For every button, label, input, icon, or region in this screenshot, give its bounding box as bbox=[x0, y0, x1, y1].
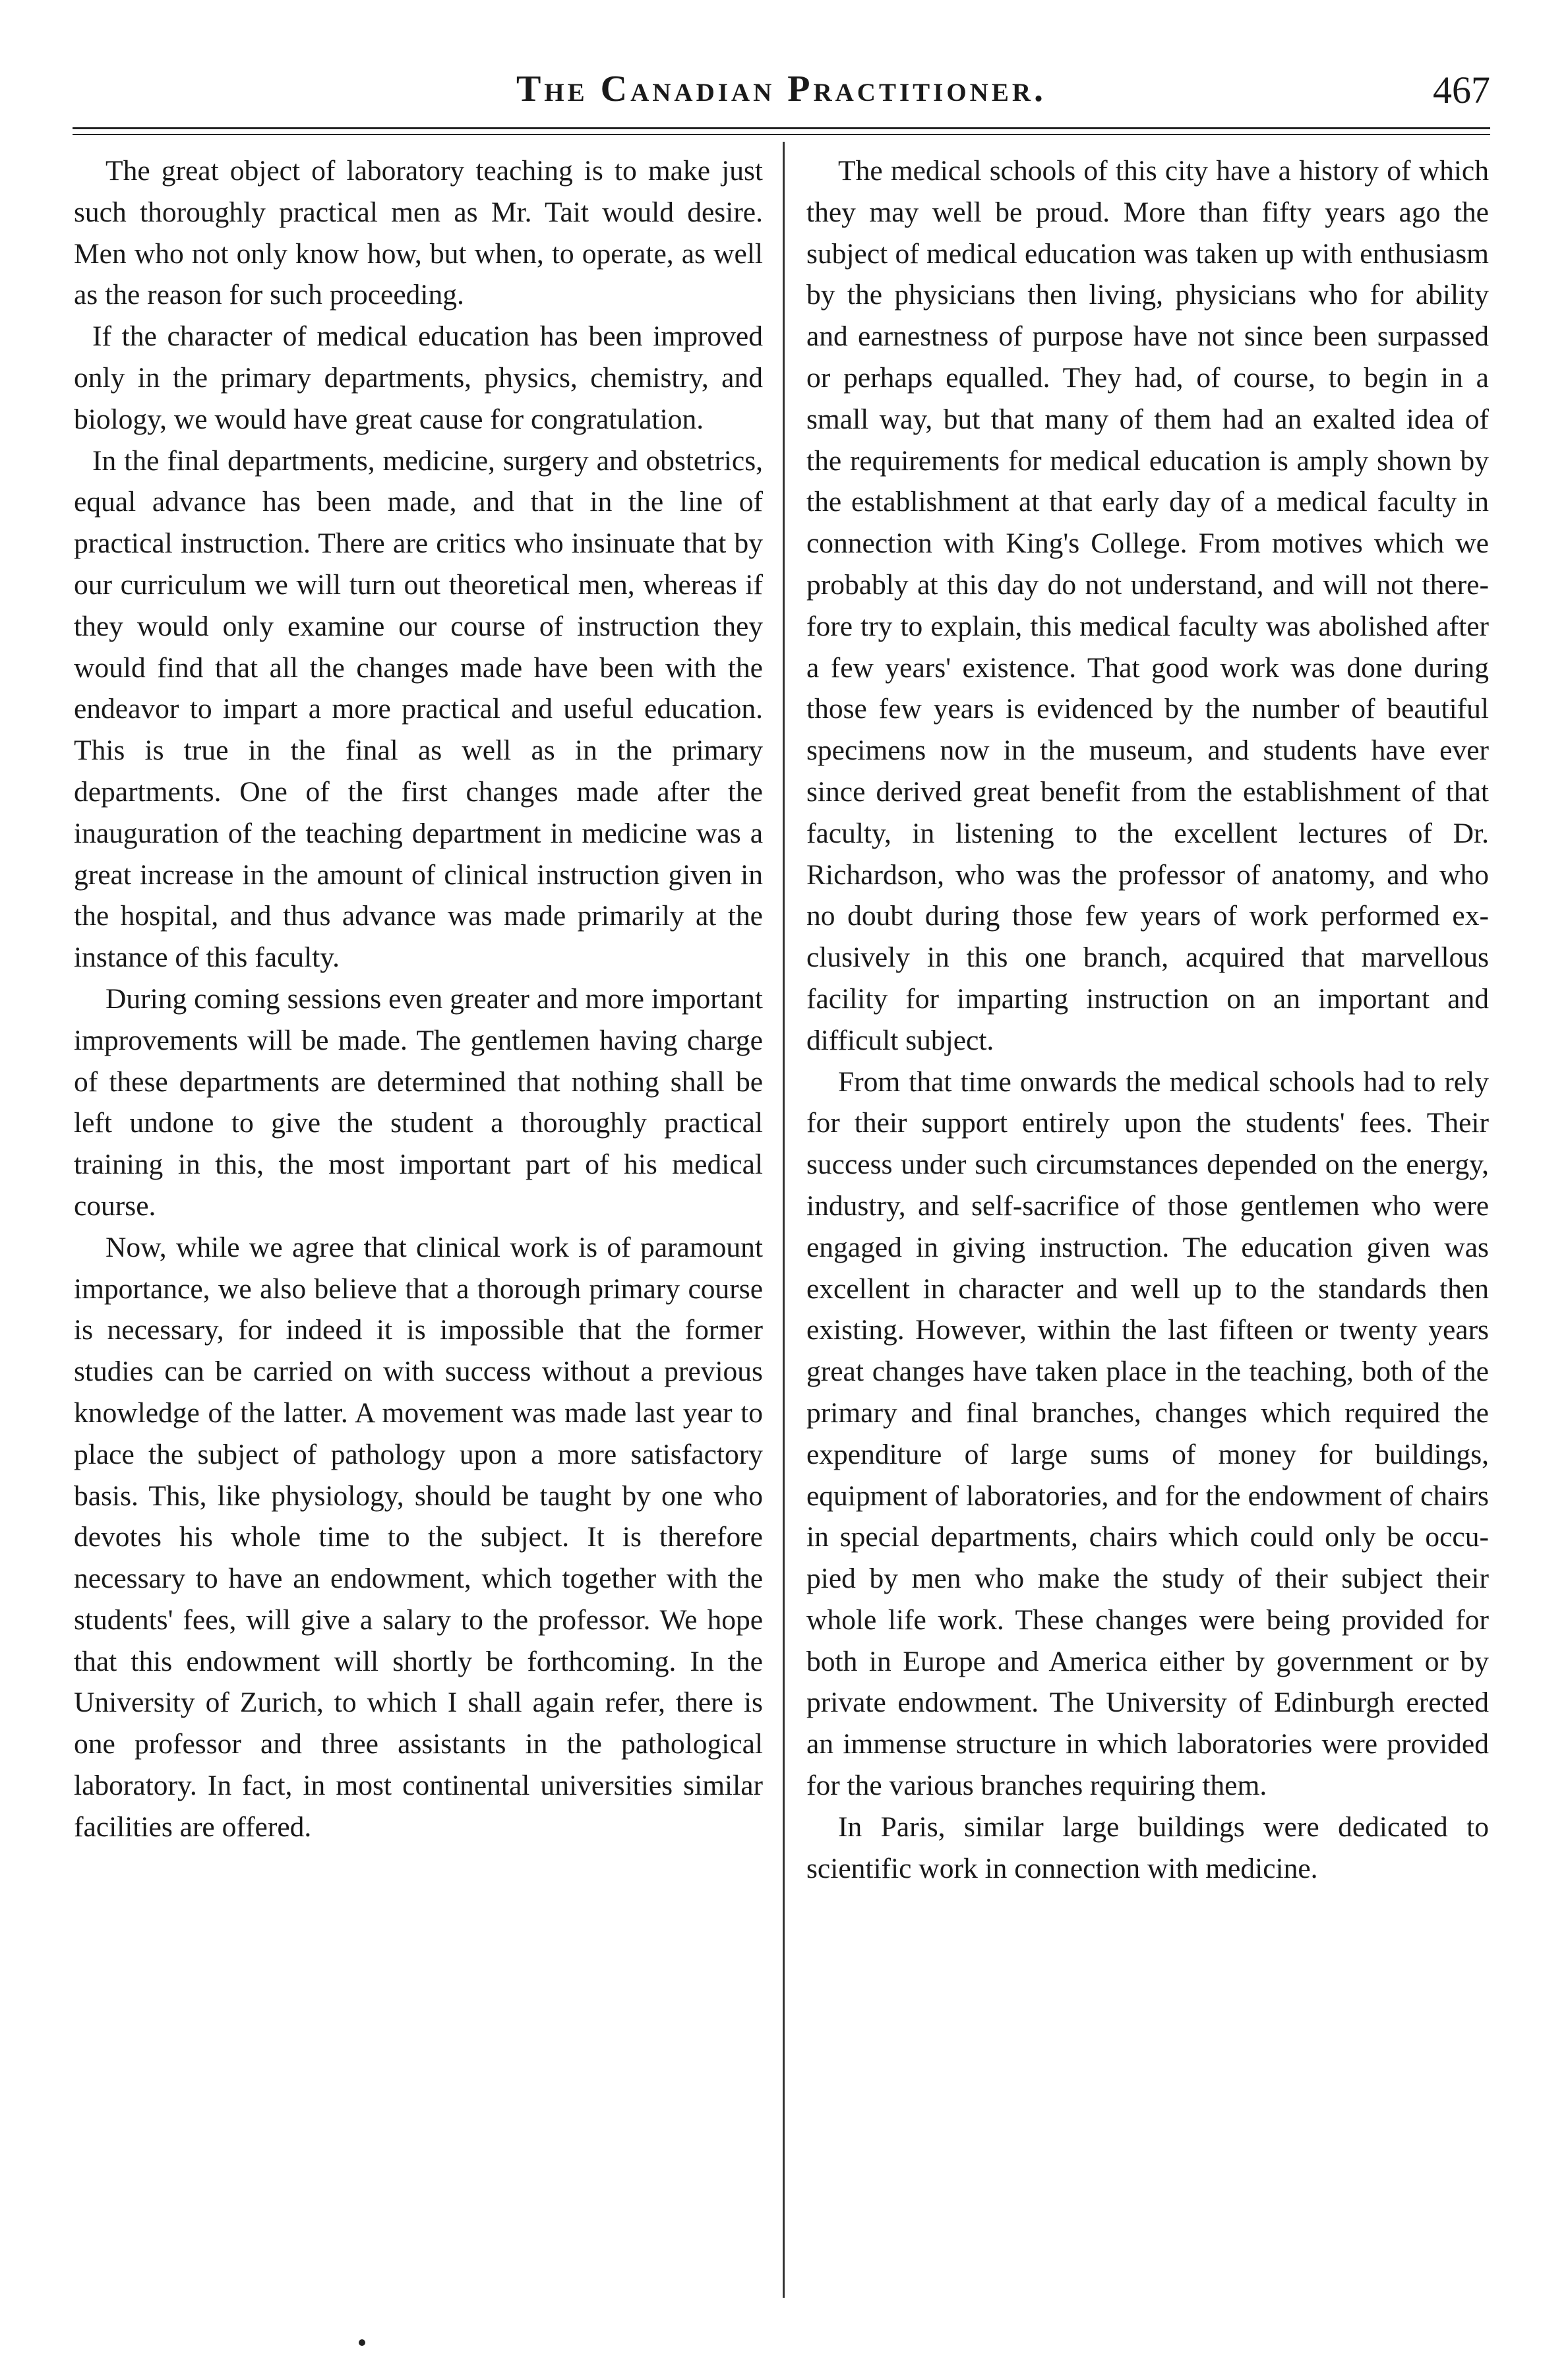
paragraph: During coming sessions even greater and more important improvements will be made. The gentlemen having charge of these departments are determined that nothing shall be left undone to give the student a thoroughly practical training in this, the most important part of his medical course. bbox=[74, 982, 763, 1222]
right-column bbox=[806, 150, 1489, 2313]
ink-mark bbox=[359, 2339, 365, 2346]
page-header bbox=[73, 63, 1490, 122]
page-number: 467 bbox=[1433, 69, 1490, 111]
paragraph: Now, while we agree that clinical work is of paramount importance, we also believe that a thorough primary course is necessary, for indeed it is impossible that the former studies can be carried on with success without a previous knowledge of the latter. A movement was made last year to place the subject of pathology upon a more satisfactory basis. This, like physiology, should be taught by one who devotes his whole time to the subject. It is therefore necessary to have an endowment, which together with the students' fees, will give a salary to the professor. We hope that this endowment will shortly be forthcoming. In the University of Zurich, to which I shall again refer, there is one professor and three assistants in the pathological laboratory. In fact, in most continental universities similar facilities are offered. bbox=[74, 1231, 763, 1843]
paragraph: In Paris, similar large buildings were dedicated to scientific work in connection with medicine. bbox=[806, 1811, 1489, 1884]
running-title: The Canadian Practitioner. bbox=[516, 69, 1047, 109]
paragraph: In the final departments, medicine, surgery and obstetrics, equal advance has been made, and that in the line of practical instruction. There are critics who insinuate that by our curriculum we will turn out theoretical men, whereas if they would only examine our course of instruction they would find that all the changes made have been with the endeavor to impart a more practical and useful education. This is true in the final as well as in the primary departments. One of the first changes made after the inauguration of the teaching department in medicine was a great increase in the amount of clinical instruction given in the hospital, and thus advance was made primarily at the instance of this faculty. bbox=[74, 444, 763, 974]
paragraph: From that time onwards the medical schools had to rely for their support entirely upon the students' fees. Their success under such circumstances depended on the energy, industry, and self-sacrifice of those gentlemen who were engaged in giving instruction. The education given was excellent in character and well up to the standards then existing. However, within the last fifteen or twenty years great changes have taken place in the teaching, both of the primary and final branches, changes which required the expenditure of large sums of money for buildings, equipment of laboratories, and for the endowment of chairs in special departments, chairs which could only be occupied by men who make the study of their subject their whole life work. These changes were being provided for both in Europe and America either by government or by private endowment. The University of Edinburgh erected an immense structure in which laboratories were provided for the various branches requiring them. bbox=[806, 1065, 1489, 1802]
column-divider bbox=[783, 142, 785, 2298]
paragraph: The great object of laboratory teaching is to make just such thoroughly practical men as Mr. Tait would desire. Men who not only know how, but when, to operate, as well as the reason for such proceeding. bbox=[74, 155, 763, 311]
paragraph: If the character of medical education has been improved only in the primary departments, physics, chemistry, and biology, we would have great cause for congratulation. bbox=[74, 320, 763, 435]
header-rule bbox=[73, 127, 1490, 129]
left-column bbox=[74, 150, 763, 2313]
header-rule-secondary bbox=[73, 134, 1490, 135]
paragraph: The medical schools of this city have a history of which they may well be proud. More than fifty years ago the subject of medical education was taken up with enthusiasm by the physicians then living, physicians who for ability and earnestness of purpose have not since been surpassed or perhaps equalled. They had, of course, to begin in a small way, but that many of them had an exalted idea of the requirements for medical education is amply shown by the establishment at that early day of a medical faculty in connection with King's College. From motives which we probably at this day do not understand, and will not therefore try to explain, this medical faculty was abolished after a few years' existence. That good work was done during those few years is evidenced by the number of beautiful specimens now in the museum, and students have ever since derived great benefit from the establishment of that faculty, in listening to the excellent lectures of Dr. Richardson, who was the professor of anatomy, and who no doubt during those few years of work performed exclusively in this one branch, acquired that marvellous facility for imparting instruction on an important and difficult subject. bbox=[806, 155, 1489, 1056]
